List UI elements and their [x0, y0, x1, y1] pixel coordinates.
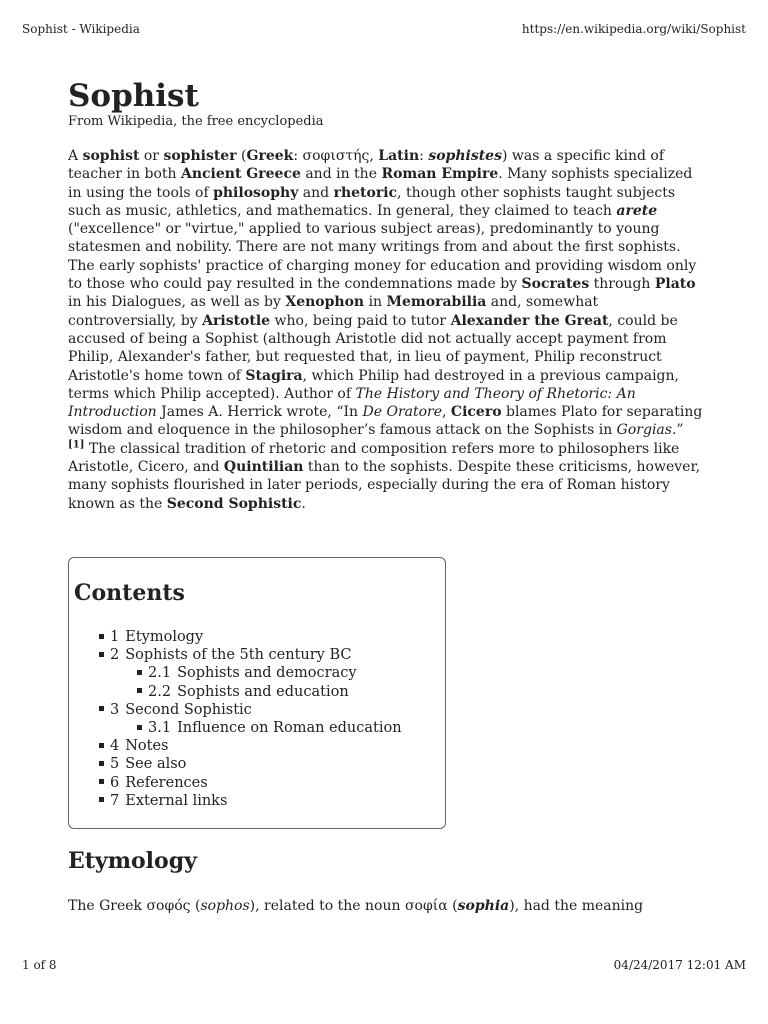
bullet-icon [99, 634, 104, 639]
toc-item-label[interactable]: Sophists and democracy [177, 665, 357, 682]
toc-item-label[interactable]: Sophists of the 5th century BC [125, 647, 352, 664]
toc-item-label[interactable]: Notes [125, 738, 169, 755]
toc-item-number: 6 [110, 774, 120, 791]
toc-item-number: 2.2 [148, 683, 172, 700]
toc-item-label[interactable]: Second Sophistic [125, 701, 252, 718]
toc-list [99, 628, 402, 810]
article-content [68, 78, 704, 513]
toc-item-number: 3 [110, 701, 120, 718]
toc-item[interactable] [99, 755, 402, 773]
toc-item-number: 3.1 [148, 720, 172, 737]
toc-item-number: 1 [110, 629, 120, 645]
bullet-icon [99, 706, 104, 711]
etymology-paragraph: The Greek σοφός (sophos), related to the noun σοφία (sophia), had the meaning [68, 898, 644, 914]
toc-item[interactable] [99, 664, 402, 682]
page-title: Sophist [68, 78, 199, 114]
bullet-icon [99, 761, 104, 766]
toc-item-label[interactable]: References [125, 774, 208, 791]
print-header-url[interactable]: https://en.wikipedia.org/wiki/Sophist [521, 22, 746, 36]
intro-paragraph: A sophist or sophister (Greek: σοφιστής, Latin: sophistes) was a specific kind of teacher in both Ancient Greece and in the Roman Empire. Many sophists specialized in using the tools of philosophy and rhetoric, though other sophists taught subjects such as music, athletics, and mathematics. In general, they claimed to teach arete ("excellence" or "virtue," applied to various subject areas), predominantly to young statesmen and nobility. There are not many writings from and about the first sophists. The early sophists' practice of charging money for education and providing wisdom only to those who could pay resulted in the condemnations made by Socrates through Plato in his Dialogues, as well as by Xenophon in Memorabilia and, somewhat controversially, by Aristotle who, being paid to tutor Alexander the Great, could be accused of being a Sophist (although Aristotle did not actually accept payment from Philip, Alexander's father, but requested that, in lieu of payment, Philip reconstruct Aristotle's home town of Stagira, which Philip had destroyed in a previous campaign, terms which Philip accepted). Author of The History and Theory of Rhetoric: An Introduction James A. Herrick wrote, “In De Oratore, Cicero blames Plato for separating wisdom and eloquence in the philosopher’s famous attack on the Sophists in Gorgias.” [1] The classical tradition of rhetoric and composition refers more to philosophers like Aristotle, Cicero, and Quintilian than to the sophists. Despite these criticisms, however, many sophists flourished in later periods, especially during the era of Roman history known as the Second Sophistic. [68, 148, 703, 512]
toc-item-label[interactable]: Influence on Roman education [177, 720, 402, 737]
page-counter: 1 of 8 [22, 958, 57, 972]
toc-item-number: 4 [110, 738, 120, 755]
toc-item-number: 2 [110, 647, 120, 664]
bullet-icon [137, 670, 142, 675]
toc-item-number: 7 [110, 792, 120, 809]
toc-item-label[interactable]: Etymology [125, 629, 204, 645]
toc-item-label[interactable]: Sophists and education [177, 683, 349, 700]
bullet-icon [99, 743, 104, 748]
toc-item[interactable] [99, 774, 402, 792]
toc-item[interactable] [99, 683, 402, 701]
toc-item[interactable] [99, 737, 402, 755]
section-heading-etymology: Etymology [68, 848, 197, 874]
bullet-icon [99, 779, 104, 784]
bullet-icon [137, 725, 142, 730]
bullet-icon [99, 797, 104, 802]
toc-item[interactable] [99, 628, 402, 646]
print-timestamp: 04/24/2017 12:01 AM [613, 958, 746, 972]
bullet-icon [137, 688, 142, 693]
toc-item[interactable] [99, 792, 402, 810]
toc-item[interactable] [99, 701, 402, 719]
toc-item[interactable] [99, 719, 402, 737]
table-of-contents [68, 557, 446, 829]
toc-title: Contents [74, 580, 185, 606]
toc-item-label[interactable]: External links [125, 792, 228, 809]
article-tagline: From Wikipedia, the free encyclopedia [68, 114, 324, 129]
toc-item-label[interactable]: See also [125, 756, 187, 773]
toc-item-number: 2.1 [148, 665, 172, 682]
print-header-title: Sophist - Wikipedia [22, 22, 140, 36]
bullet-icon [99, 652, 104, 657]
toc-item-number: 5 [110, 756, 120, 773]
toc-item[interactable] [99, 646, 402, 664]
